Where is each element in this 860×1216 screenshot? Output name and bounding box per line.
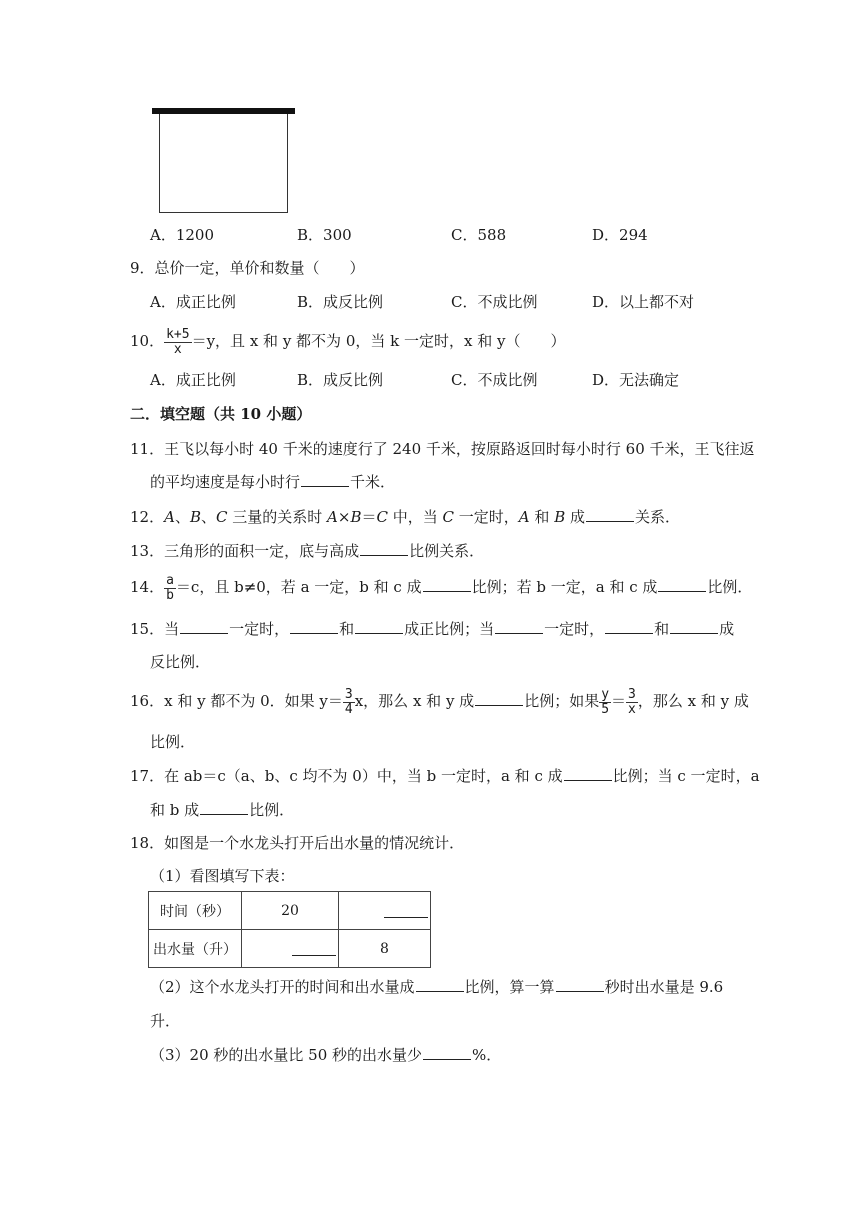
q18-text: 比例，算一算 (464, 978, 555, 996)
table-cell-blank[interactable] (339, 892, 431, 930)
q18-sub2 (150, 977, 723, 997)
q15-blank[interactable] (355, 619, 403, 634)
q15-blank[interactable] (495, 619, 543, 634)
q16-fraction-1 (343, 688, 355, 717)
q10-fraction (164, 328, 191, 357)
q12-text: 、 (200, 508, 216, 526)
q12-text: 中，当 (387, 508, 443, 526)
q12-text: 成 (565, 508, 585, 526)
q12-var: C (216, 508, 228, 526)
section-title-part: 二．填空题（共 (130, 405, 241, 423)
q11-text: 千米． (350, 473, 396, 491)
q9-text: 总价一定，单价和数量（ ） (154, 259, 365, 277)
q15-text: 和 (339, 620, 355, 638)
q10-frac-den: x (173, 341, 182, 357)
table-cell-blank[interactable] (242, 930, 339, 968)
q16-text: 16．x 和 y 都不为 0．如果 y＝ (130, 692, 343, 710)
q10-option-c[interactable]: C．不成比例 (451, 371, 538, 389)
q17-line1 (130, 766, 760, 786)
q16-blank[interactable] (475, 691, 523, 706)
q12-blank[interactable] (586, 507, 634, 522)
q15-text: 成正比例；当 (404, 620, 495, 638)
q16-text: 比例；如果 (524, 692, 600, 710)
q18-text: 秒时出水量是 9.6 (604, 978, 724, 996)
q12-text: × (337, 508, 351, 526)
q18-sub3 (150, 1045, 501, 1065)
q14-blank-2[interactable] (658, 577, 706, 592)
q16-frac-den: 5 (601, 701, 610, 717)
q14-text: ＝c，且 b≠0，若 a 一定，b 和 c 成 (175, 578, 422, 596)
q15-text: 15．当 (130, 620, 180, 638)
q13-stem (130, 541, 484, 561)
q18-table (148, 891, 431, 968)
q18-blank[interactable] (556, 977, 604, 992)
q16-text: x，那么 x 和 y 成 (354, 692, 475, 710)
q11-line2 (150, 472, 395, 492)
q12-text: 三量的关系时 (227, 508, 328, 526)
q17-blank[interactable] (200, 800, 248, 815)
q8-option-d[interactable]: D．294 (592, 226, 648, 244)
q16-frac-num: 3 (344, 686, 353, 702)
q17-blank[interactable] (564, 766, 612, 781)
q9-number: 9． (130, 259, 155, 277)
q12-stem (130, 507, 680, 527)
q11-line1: 11．王飞以每小时 40 千米的速度行了 240 千米，按原路返回时每小时行 60 千米，王飞往返 (130, 440, 755, 458)
q18-sub2-line2: 升． (150, 1012, 181, 1030)
q10-stem (130, 326, 565, 357)
q15-text: 和 (654, 620, 670, 638)
section-title-part: 小题） (261, 405, 312, 423)
q12-number: 12． (130, 508, 165, 526)
q11-text: 的平均速度是每小时行 (150, 473, 301, 491)
q9-option-c[interactable]: C．不成比例 (451, 293, 538, 311)
q12-var: A (518, 508, 530, 526)
q12-var: B (554, 508, 566, 526)
q8-option-a[interactable]: A．1200 (150, 226, 215, 244)
q17-text: 17．在 ab＝c（a、b、c 均不为 0）中，当 b 一定时，a 和 c 成 (130, 767, 563, 785)
q17-text: 比例． (249, 801, 295, 819)
q18-blank[interactable] (416, 977, 464, 992)
q16-line1 (130, 686, 749, 717)
q18-stem: 18．如图是一个水龙头打开后出水量的情况统计． (130, 834, 465, 852)
table-cell: 20 (242, 892, 339, 930)
q16-frac-num: 3 (628, 686, 636, 702)
q10-text: ＝y，且 x 和 y 都不为 0，当 k 一定时，x 和 y（ ） (191, 332, 566, 350)
q15-text: 一定时， (229, 620, 290, 638)
q14-text: 比例；若 b 一定，a 和 c 成 (471, 578, 658, 596)
q14-frac-num: a (166, 572, 174, 588)
q12-var: A (327, 508, 338, 526)
q9-option-b[interactable]: B．成反比例 (297, 293, 384, 311)
q8-figure (152, 108, 295, 216)
q15-blank[interactable] (605, 619, 653, 634)
q10-frac-num: k+5 (166, 326, 190, 342)
q9-stem (130, 258, 365, 278)
q8-option-c[interactable]: C．588 (451, 226, 507, 244)
q9-option-d[interactable]: D．以上都不对 (592, 293, 695, 311)
q12-text: ＝ (361, 508, 377, 526)
q18-blank[interactable] (423, 1045, 471, 1060)
q10-option-a[interactable]: A．成正比例 (150, 371, 236, 389)
q18-text: （2）这个水龙头打开的时间和出水量成 (150, 978, 415, 996)
q10-option-d[interactable]: D．无法确定 (592, 371, 680, 389)
q17-text: 比例；当 c 一定时，a (612, 767, 760, 785)
q12-text: 和 (529, 508, 555, 526)
q14-number: 14． (130, 578, 165, 596)
q14-blank-1[interactable] (423, 577, 471, 592)
q12-var: C (376, 508, 388, 526)
q13-text: 比例关系． (409, 542, 485, 560)
q16-frac-num: y (601, 686, 610, 702)
q8-option-b[interactable]: B．300 (297, 226, 352, 244)
q15-line1 (130, 619, 734, 639)
q16-text: ，那么 x 和 y 成 (637, 692, 749, 710)
q18-text: %． (472, 1046, 502, 1064)
q14-text: 比例． (707, 578, 753, 596)
q15-blank[interactable] (180, 619, 228, 634)
q17-line2 (150, 800, 294, 820)
q12-var: B (350, 508, 362, 526)
q13-text: 13．三角形的面积一定，底与高成 (130, 542, 360, 560)
q12-text: 一定时， (454, 508, 519, 526)
q16-fraction-3 (626, 688, 638, 717)
q10-option-b[interactable]: B．成反比例 (297, 371, 384, 389)
q14-frac-den: b (166, 587, 174, 603)
q15-text: 一定时， (544, 620, 605, 638)
q18-text: （3）20 秒的出水量比 50 秒的出水量少 (150, 1046, 423, 1064)
q15-text: 成 (719, 620, 735, 638)
section-title-count: 10 (240, 405, 262, 423)
figure-box (159, 114, 288, 213)
q9-option-a[interactable]: A．成正比例 (150, 293, 236, 311)
q12-text: 、 (174, 508, 190, 526)
table-cell-header: 时间（秒） (149, 892, 242, 930)
q10-number: 10． (130, 332, 165, 350)
q16-line2: 比例． (150, 733, 196, 751)
q18-sub1: （1）看图填写下表： (150, 867, 295, 885)
q16-fraction-2 (599, 688, 611, 717)
section-2-title (130, 404, 311, 424)
q12-var: C (442, 508, 455, 526)
table-blank[interactable] (384, 917, 428, 918)
q12-var: A (164, 508, 175, 526)
q16-frac-den: 4 (344, 701, 353, 717)
q14-fraction (164, 574, 176, 603)
q14-stem (130, 572, 752, 603)
q15-blank[interactable] (670, 619, 718, 634)
q16-text: ＝ (611, 692, 627, 710)
q12-text: 关系． (635, 508, 681, 526)
q15-blank[interactable] (290, 619, 338, 634)
q11-blank[interactable] (301, 472, 349, 487)
table-row (149, 892, 431, 930)
q17-text: 和 b 成 (150, 801, 200, 819)
q16-frac-den: x (628, 701, 636, 717)
table-row (149, 930, 431, 968)
q15-line2: 反比例． (150, 653, 211, 671)
table-cell: 8 (339, 930, 431, 968)
q12-var: B (189, 508, 201, 526)
q13-blank[interactable] (360, 541, 408, 556)
table-cell-header: 出水量（升） (149, 930, 242, 968)
table-blank[interactable] (292, 955, 336, 956)
